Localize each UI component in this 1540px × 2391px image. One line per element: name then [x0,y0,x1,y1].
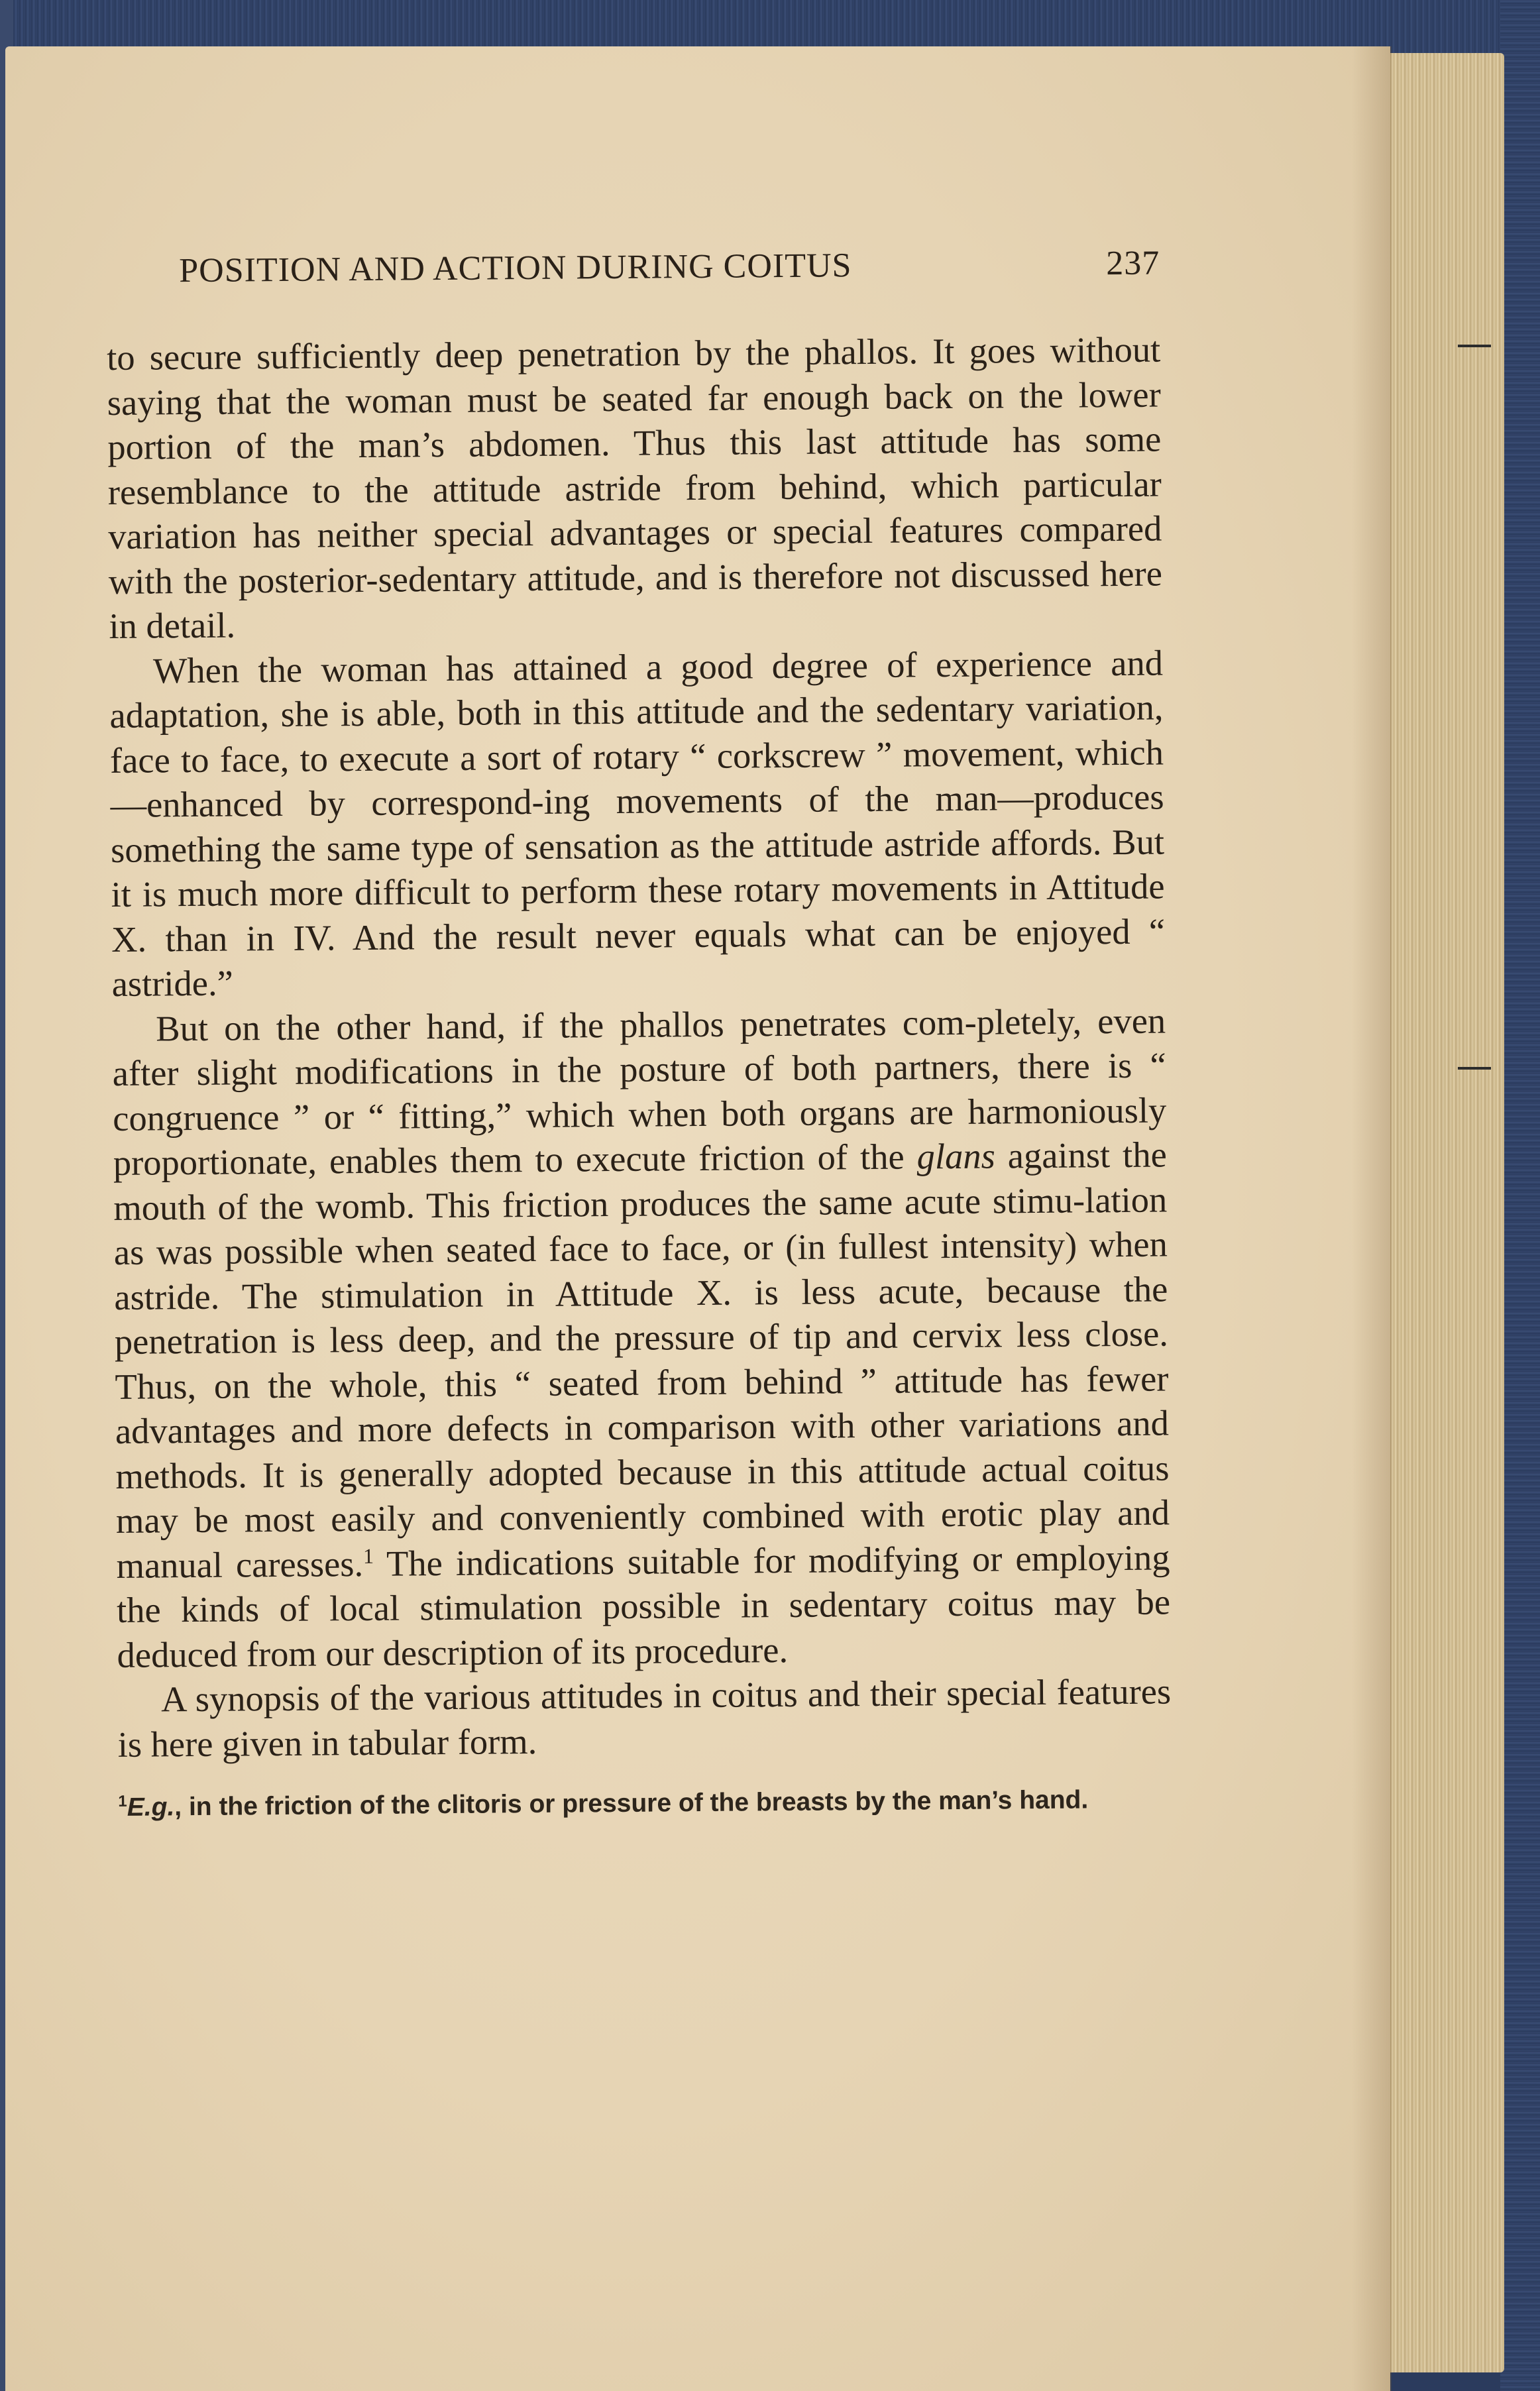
page-number: 237 [1105,244,1160,283]
gutter-shadow [1352,46,1392,2391]
footnote-reference: 1 [362,1543,374,1568]
paragraph: to secure sufficiently deep penetration by the phallos. It goes without saying that the woman must be seated far enough back on the lower portion of the man’s abdomen. Thus this last attitude has some resemblance to the attitude astride from behind, which particular variation has neither special advantages or special features compared with the posterior-sedentary attitude, and is therefore not discussed here in detail. [107,329,1163,646]
paragraph-text: The indications suitable for modifying or employing the kinds of local stimulation possible in sedentary coitus may be deduced from our description of its procedure. [116,1536,1171,1675]
body-text [107,327,1172,1767]
page-content [106,244,1172,1825]
paragraph [112,998,1171,1677]
edge-mark [1458,1067,1491,1070]
footnote-mark: 1 [118,1792,127,1810]
running-head-title: POSITION AND ACTION DURING COITUS [179,247,852,290]
paragraph-text: against the mouth of the womb. This friction produces the same acute stimu-lation as was possible when seated face to face, or (in fullest intensity) when astride. The stimulation in Attitude X. is less acute, because the penetration is less deep, and the pressure of tip and cervix less close. Thus, on the whole, this “ seated from behind ” attitude has fewer advantages and more defects in comparison with other variations and methods. It is generally adopted because in this attitude actual coitus may be most easily and conveniently combined with erotic play and manual caresses. [113,1134,1170,1586]
page-edges [1385,53,1504,2372]
footnote-text: , in the friction of the clitoris or pressure of the breasts by the man’s hand. [174,1785,1089,1822]
paragraph: When the woman has attained a good degree of experience and adaptation, she is able, both in this attitude and the sedentary variation, face to face, to execute a sort of rotary “ corkscrew ” movement, which—enhanced by correspond-ing movements of the man—produces something the same type of sensation as the attitude astride affords. But it is much more difficult to perform these rotary movements in Attitude X. than in IV. And the result never equals what can be enjoyed “ astride.” [109,641,1166,1004]
edge-mark [1458,345,1491,347]
running-head [106,244,1160,311]
footnote-italic: E.g. [127,1793,175,1822]
paragraph-text: But on the other hand, if the phallos penetrates com-pletely, even after slight modifications in the posture of both partners, there is “ congruence ” or “ fitting,” which when both organs are harmoniously proportionate, enables them to execute friction of the [112,999,1167,1183]
paragraph: A synopsis of the various attitudes in coitus and their special features is here given in tabular form. [117,1671,1172,1765]
book-cover-right [1500,0,1540,2391]
italic-term: glans [916,1135,996,1177]
